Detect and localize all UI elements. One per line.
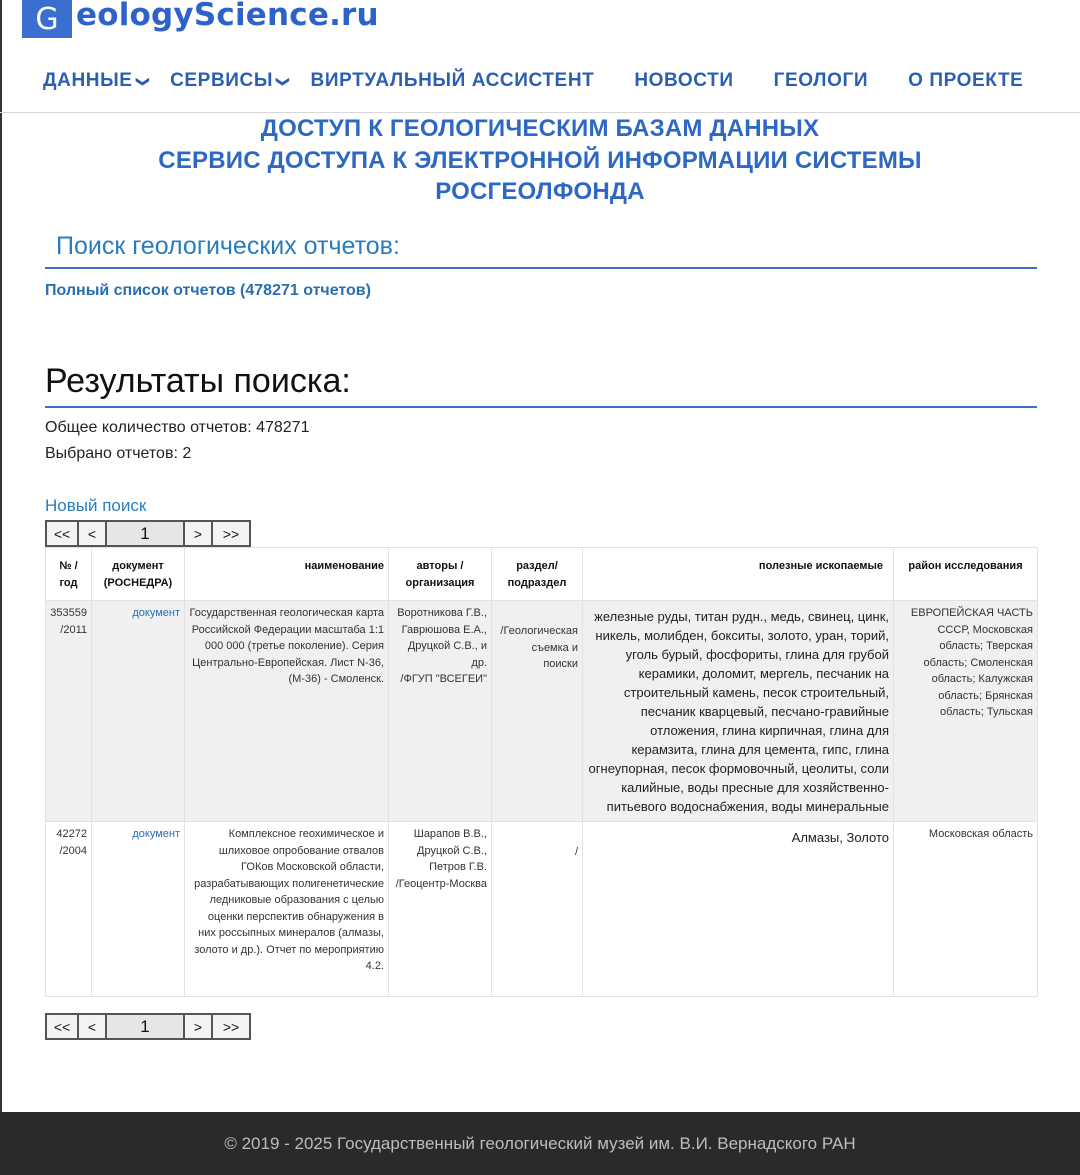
last-page-button[interactable]: >>	[213, 522, 249, 545]
nav-item-label: ДАННЫЕ	[43, 70, 133, 91]
site-logo[interactable]	[22, 0, 379, 38]
chevron-down-icon: ❯	[275, 76, 291, 88]
report-name: Государственная геологическая карта Российской Федерации масштаба 1:1 000 000 (третье поколение). Серия Центрально-Европейская. Лист N-36, (M-36) - Смоленск.	[185, 601, 389, 822]
nav-item-label: О ПРОЕКТЕ	[908, 70, 1024, 91]
report-name: Комплексное геохимическое и шлиховое опробование отвалов ГОКов Московской области, разрабатывающих полигенетические ледниковые образования с целью оценки перспектив обнаружения в них россыпных минералов (алмазы, золото и др.). Отчет по мероприятию 4.2.	[185, 822, 389, 997]
page-number-input[interactable]: 1	[107, 522, 185, 545]
column-header[interactable]: № / год	[46, 548, 92, 601]
nav-item-label: СЕРВИСЫ	[170, 70, 274, 91]
copyright-text: © 2019 - 2025 Государственный геологический музей им. В.И. Вернадского РАН	[224, 1133, 856, 1153]
prev-page-button[interactable]: <	[79, 1015, 107, 1038]
headline-line: РОСГЕОЛФОНДА	[435, 178, 645, 205]
logo-text: eologyScience.ru	[76, 0, 379, 33]
page-headline	[0, 113, 1080, 208]
column-header[interactable]: раздел/ подраздел	[492, 548, 583, 601]
full-list-link[interactable]: Полный список отчетов (478271 отчетов)	[45, 282, 371, 299]
report-number: 42272 /2004	[46, 822, 92, 997]
column-header[interactable]: наименование	[185, 548, 389, 601]
report-number: 353559 /2011	[46, 601, 92, 822]
document-link[interactable]: документ	[132, 607, 180, 619]
results-table	[45, 547, 1038, 997]
nav-item-label: ВИРТУАЛЬНЫЙ АССИСТЕНТ	[310, 70, 595, 91]
column-header[interactable]: авторы / организация	[389, 548, 492, 601]
report-section: /Геологическая съемка и поиски	[492, 601, 583, 822]
report-region: Московская область	[894, 822, 1038, 997]
report-section: /	[492, 822, 583, 997]
column-header[interactable]: документ (РОСНЕДРА)	[92, 548, 185, 601]
headline-line: ДОСТУП К ГЕОЛОГИЧЕСКИМ БАЗАМ ДАННЫХ	[260, 115, 820, 142]
next-page-button[interactable]: >	[185, 522, 213, 545]
logo-letter-box: G	[22, 0, 72, 38]
doc-cell	[92, 822, 185, 997]
headline-line: СЕРВИС ДОСТУПА К ЭЛЕКТРОННОЙ ИНФОРМАЦИИ СИСТЕМЫ	[158, 146, 922, 174]
nav-item-virtual-assistant[interactable]	[311, 70, 595, 92]
column-header[interactable]: район исследования	[894, 548, 1038, 601]
report-organization: /Геоцентр-Москва	[395, 877, 487, 890]
report-authors: Шарапов В.В., Друцкой С.В., Петров Г.В.	[413, 828, 487, 873]
results-divider	[45, 406, 1037, 408]
nav-item-news[interactable]	[634, 70, 733, 92]
new-search-link[interactable]: Новый поиск	[45, 496, 147, 515]
page-footer	[0, 1112, 1080, 1175]
report-authors: Воротникова Г.В., Гаврюшова Е.А., Друцкой С.В., и др.	[397, 607, 487, 669]
report-region: ЕВРОПЕЙСКАЯ ЧАСТЬ СССР, Московская область; Тверская область; Смоленская область; Калужская область; Брянская область; Тульская	[894, 601, 1038, 822]
pagination-top	[45, 520, 251, 547]
table-row	[46, 822, 1038, 997]
table-header-row	[46, 548, 1038, 601]
pagination-bottom	[45, 1013, 251, 1040]
nav-item-label: ГЕОЛОГИ	[773, 70, 869, 91]
main-nav	[43, 68, 1040, 94]
prev-page-button[interactable]: <	[79, 522, 107, 545]
nav-item-geologists[interactable]	[774, 70, 869, 92]
document-link[interactable]: документ	[132, 828, 180, 840]
search-section-title: Поиск геологических отчетов:	[56, 232, 400, 260]
total-count-text: Общее количество отчетов: 478271	[45, 419, 310, 436]
report-minerals: Алмазы, Золото	[583, 822, 894, 997]
results-title: Результаты поиска:	[45, 362, 351, 400]
next-page-button[interactable]: >	[185, 1015, 213, 1038]
report-organization: /ФГУП "ВСЕГЕИ"	[400, 673, 487, 685]
last-page-button[interactable]: >>	[213, 1015, 249, 1038]
nav-item-data[interactable]	[43, 70, 151, 92]
page-number-input[interactable]: 1	[107, 1015, 185, 1038]
report-authors-cell	[389, 601, 492, 822]
search-section-divider	[45, 267, 1037, 269]
first-page-button[interactable]: <<	[47, 1015, 79, 1038]
nav-item-about[interactable]	[908, 70, 1023, 92]
selected-count-text: Выбрано отчетов: 2	[45, 445, 192, 462]
report-authors-cell	[389, 822, 492, 997]
doc-cell	[92, 601, 185, 822]
nav-item-label: НОВОСТИ	[634, 70, 734, 91]
chevron-down-icon: ❯	[135, 76, 151, 88]
table-row	[46, 601, 1038, 822]
first-page-button[interactable]: <<	[47, 522, 79, 545]
report-minerals: железные руды, титан рудн., медь, свинец, цинк, никель, молибден, бокситы, золото, уран, торий, уголь бурый, фосфориты, глина для грубой керамики, доломит, мергель, песчаник на строительный камень, песок строительный, песчаник кварцевый, песчано-гравийные отложения, глина кирпичная, глина для керамзита, глина для цемента, гипс, глина огнеупорная, песок формовочный, цеолиты, соли калийные, воды пресные для хозяйственно-питьевого водоснабжения, воды минеральные	[583, 601, 894, 822]
column-header[interactable]: полезные ископаемые	[583, 548, 894, 601]
nav-item-services[interactable]	[170, 70, 291, 92]
